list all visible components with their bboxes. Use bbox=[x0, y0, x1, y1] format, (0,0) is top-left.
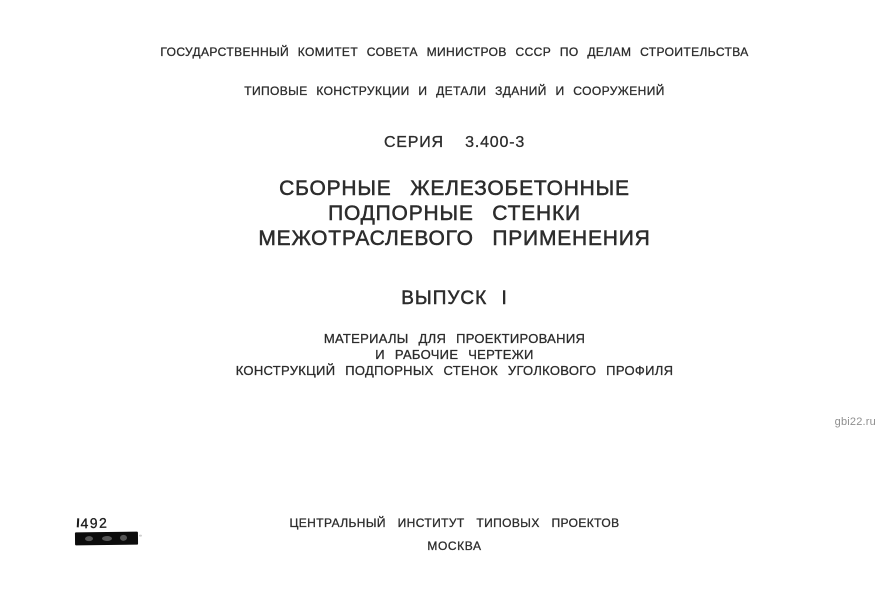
document-subtitle-line-2: И РАБОЧИЕ ЧЕРТЕЖИ bbox=[375, 347, 534, 362]
document-title-line-3: МЕЖОТРАСЛЕВОГО ПРИМЕНЕНИЯ bbox=[258, 227, 651, 250]
document-title-line-1: СБОРНЫЕ ЖЕЛЕЗОБЕТОННЫЕ bbox=[279, 177, 630, 200]
issue-number: ВЫПУСК I bbox=[401, 288, 508, 309]
site-watermark: gbi22.ru bbox=[834, 416, 876, 428]
document-subtitle bbox=[31, 331, 877, 379]
document-subtitle-line-1: МАТЕРИАЛЫ ДЛЯ ПРОЕКТИРОВАНИЯ bbox=[323, 331, 586, 346]
series-number: СЕРИЯ 3.400-3 bbox=[383, 134, 526, 151]
publisher-name: ЦЕНТРАЛЬНЫЙ ИНСТИТУТ ТИПОВЫХ ПРОЕКТОВ bbox=[289, 516, 620, 530]
document-title bbox=[31, 176, 877, 251]
publisher-city: МОСКВА bbox=[427, 539, 482, 553]
document-subtitle-line-3: КОНСТРУКЦИЙ ПОДПОРНЫХ СТЕНОК УГОЛКОВОГО ПРОФИЛЯ bbox=[235, 363, 674, 378]
redaction-edge-mark bbox=[139, 535, 142, 537]
document-category: ТИПОВЫЕ КОНСТРУКЦИИ И ДЕТАЛИ ЗДАНИЙ И СООРУЖЕНИЙ bbox=[244, 84, 665, 98]
document-title-line-2: ПОДПОРНЫЕ СТЕНКИ bbox=[328, 202, 581, 225]
stamp-number: 492 bbox=[80, 514, 109, 532]
organization-name: ГОСУДАРСТВЕННЫЙ КОМИТЕТ СОВЕТА МИНИСТРОВ СССР ПО ДЕЛАМ СТРОИТЕЛЬСТВА bbox=[160, 45, 749, 59]
